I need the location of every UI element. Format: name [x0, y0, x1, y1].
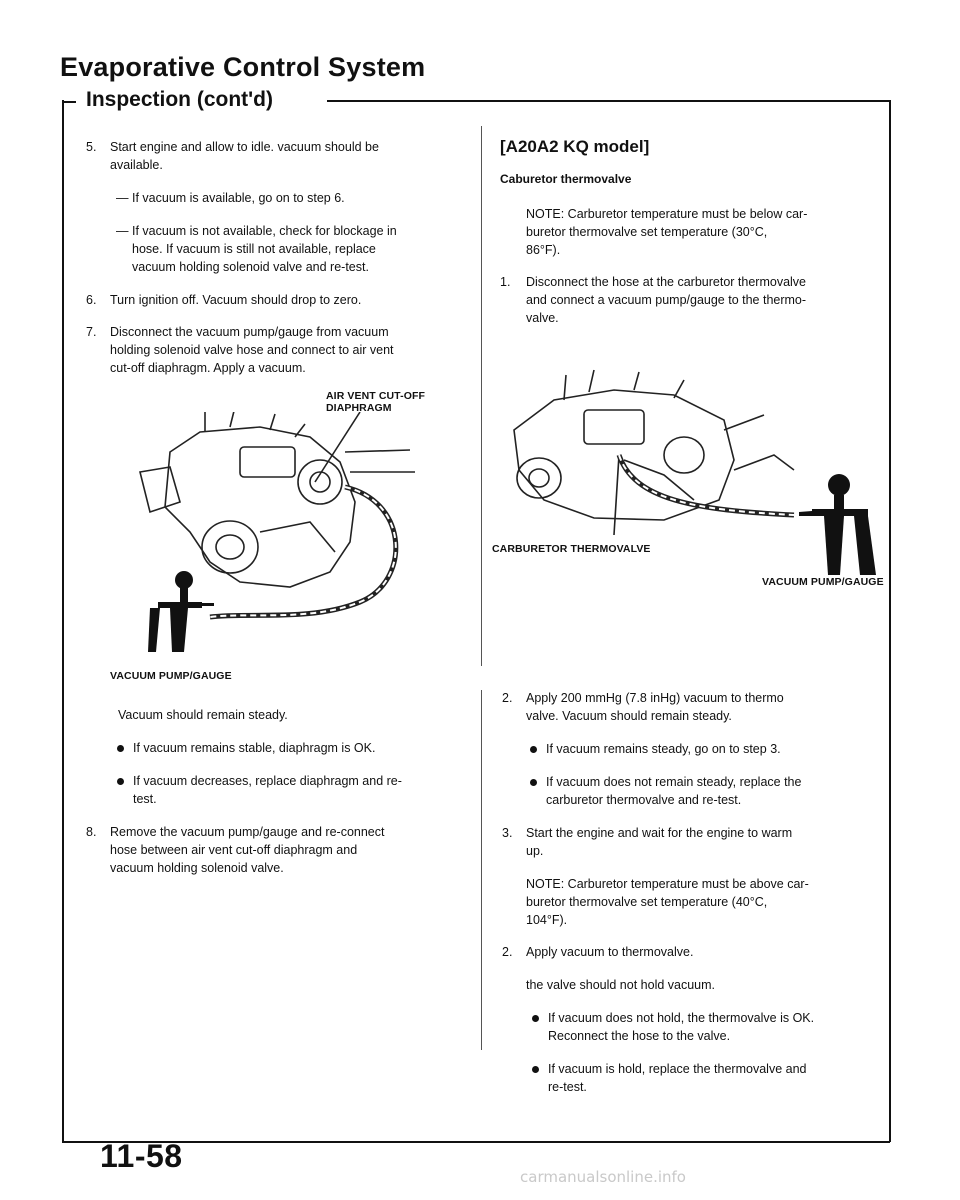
step-text: holding solenoid valve hose and connect to air vent [110, 343, 394, 357]
bullet-text: If vacuum decreases, replace diaphragm and re- [133, 774, 402, 788]
bullet-text: re-test. [548, 1080, 587, 1094]
frame-right-border [889, 100, 891, 1142]
step-number: 2. [502, 945, 513, 959]
column-divider [481, 126, 482, 666]
sub-text: hose. If vacuum is still not available, replace [132, 242, 376, 256]
bullet-dot [530, 779, 537, 786]
figure-label: VACUUM PUMP/GAUGE [110, 670, 232, 682]
paragraph: the valve should not hold vacuum. [526, 978, 716, 992]
bullet-text: If vacuum remains steady, go on to step 3. [546, 742, 781, 756]
dash: — [116, 224, 129, 238]
figure-label: AIR VENT CUT-OFF [326, 390, 426, 402]
bullet-dot [532, 1066, 539, 1073]
step-text: Apply vacuum to thermovalve. [526, 945, 694, 959]
watermark-site: carmanualsonline.info [520, 1168, 686, 1186]
dash: — [116, 191, 129, 205]
bullet-text: If vacuum is hold, replace the thermovalve and [548, 1062, 807, 1076]
bullet-dot [532, 1015, 539, 1022]
note-text: 104°F). [526, 913, 568, 927]
carburetor-thermovalve-illustration [494, 360, 884, 590]
step-number: 1. [500, 275, 511, 289]
bullet-text: If vacuum does not remain steady, replace the [546, 775, 802, 789]
bullet-text: test. [133, 792, 157, 806]
sub-text: If vacuum is available, go on to step 6. [132, 191, 345, 205]
frame-bottom-border [62, 1141, 890, 1143]
step-text: Start engine and allow to idle. vacuum should be [110, 140, 379, 154]
step-text: Remove the vacuum pump/gauge and re-connect [110, 825, 385, 839]
step-text: valve. [526, 311, 559, 325]
step-text: up. [526, 844, 544, 858]
figure-label: CARBURETOR THERMOVALVE [492, 543, 651, 555]
bullet-text: Reconnect the hose to the valve. [548, 1029, 731, 1043]
paragraph: Vacuum should remain steady. [118, 708, 288, 722]
bullet-dot [117, 778, 124, 785]
carburetor-diaphragm-illustration [110, 412, 430, 652]
note-text: 86°F). [526, 243, 561, 257]
bullet-text: If vacuum remains stable, diaphragm is OK. [133, 741, 376, 755]
figure-label: VACUUM PUMP/GAUGE [762, 576, 884, 588]
step-text: vacuum holding solenoid valve. [110, 861, 284, 875]
column-divider [481, 690, 482, 1050]
step-text: valve. Vacuum should remain steady. [526, 709, 732, 723]
note-text: NOTE: Carburetor temperature must be above car- [526, 877, 809, 891]
note-text: buretor thermovalve set temperature (30°C, [526, 225, 768, 239]
page-number: 11-58 [100, 1138, 183, 1174]
bullet-dot [117, 745, 124, 752]
sub-text: If vacuum is not available, check for blockage in [132, 224, 397, 238]
step-text: Disconnect the vacuum pump/gauge from vacuum [110, 325, 389, 339]
step-text: Start the engine and wait for the engine to warm [526, 826, 793, 840]
page-title: Evaporative Control System [60, 52, 426, 82]
subtitle-rule [327, 100, 890, 102]
frame-left-border [62, 100, 64, 1142]
step-number: 7. [86, 325, 97, 339]
bullet-dot [530, 746, 537, 753]
model-heading: [A20A2 KQ model] [500, 137, 650, 156]
step-text: Turn ignition off. Vacuum should drop to zero. [110, 293, 362, 307]
step-number: 3. [502, 826, 513, 840]
sub-text: vacuum holding solenoid valve and re-test. [132, 260, 369, 274]
step-text: and connect a vacuum pump/gauge to the thermo- [526, 293, 807, 307]
section-subtitle: Inspection (cont'd) [86, 88, 273, 111]
step-number: 6. [86, 293, 97, 307]
step-number: 5. [86, 140, 97, 154]
figure-label: DIAPHRAGM [326, 402, 392, 414]
note-text: NOTE: Carburetor temperature must be below car- [526, 207, 808, 221]
step-number: 2. [502, 691, 513, 705]
step-number: 8. [86, 825, 97, 839]
section-heading: Caburetor thermovalve [500, 172, 632, 186]
leader-line [614, 455, 619, 535]
step-text: Apply 200 mmHg (7.8 inHg) vacuum to thermo [526, 691, 784, 705]
step-text: Disconnect the hose at the carburetor thermovalve [526, 275, 807, 289]
subtitle-dash [62, 101, 76, 103]
bullet-text: If vacuum does not hold, the thermovalve is OK. [548, 1011, 815, 1025]
bullet-text: carburetor thermovalve and re-test. [546, 793, 742, 807]
step-text: cut-off diaphragm. Apply a vacuum. [110, 361, 306, 375]
note-text: buretor thermovalve set temperature (40°C, [526, 895, 768, 909]
step-text: hose between air vent cut-off diaphragm and [110, 843, 358, 857]
step-text: available. [110, 158, 163, 172]
